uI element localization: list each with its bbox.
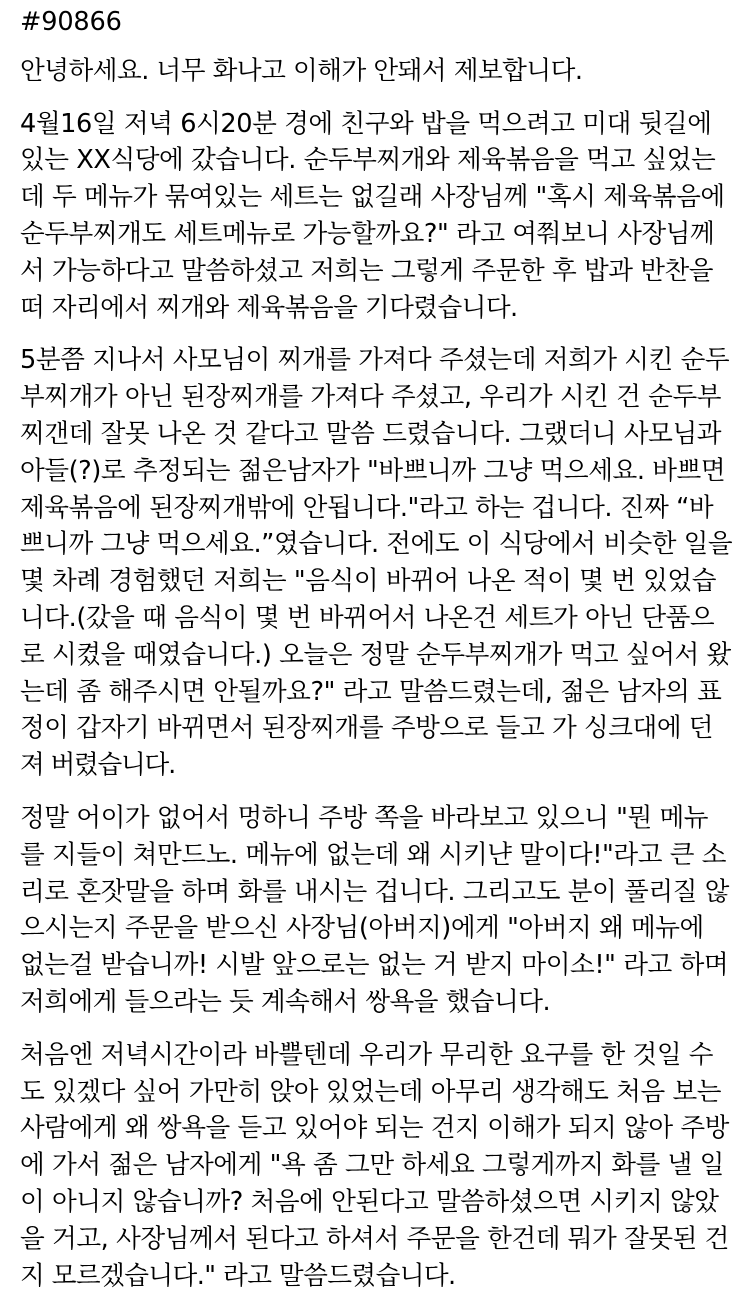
post-paragraph (20, 1037, 740, 1295)
post-line: 정이 갑자기 바뀌면서 된장찌개를 주방으로 들고 가 싱크대에 던 (20, 713, 714, 744)
post-line: 안녕하세요. 너무 화나고 이해가 안돼서 제보합니다. (20, 55, 583, 86)
post-line: 5분쯤 지나서 사모님이 찌개를 가져다 주셨는데 저희가 시킨 순두 (20, 345, 730, 376)
post-id: #90866 (20, 7, 122, 37)
post-line: 순두부찌개도 세트메뉴로 가능할까요?" 라고 여쭤보니 사장님께 (20, 218, 715, 249)
post-line: 제육볶음에 된장찌개밖에 안됩니다."라고 하는 겁니다. 진짜 “바 (20, 492, 714, 523)
post-line: 쁘니까 그냥 먹으세요.”였습니다. 전에도 이 식당에서 비슷한 일을 (20, 529, 733, 560)
post-line: 사람에게 왜 쌍욕을 듣고 있어야 되는 건지 이해가 되지 않아 주방 (20, 1113, 729, 1144)
post-paragraph (20, 800, 740, 1021)
post-line: 있는 XX식당에 갔습니다. 순두부찌개와 제육볶음을 먹고 싶었는 (20, 145, 716, 176)
post-line: 처음엔 저녁시간이라 바쁠텐데 우리가 무리한 요구를 한 것일 수 (20, 1039, 714, 1070)
post-line: 부찌개가 아닌 된장찌개를 가져다 주셨고, 우리가 시킨 건 순두부 (20, 382, 722, 413)
post-paragraph (20, 342, 740, 784)
post-line: 니다.(갔을 때 음식이 몇 번 바뀌어서 나온건 세트가 아닌 단품으 (20, 602, 715, 633)
post-line: 는데 좀 해주시면 안될까요?" 라고 말씀드렸는데, 젊은 남자의 표 (20, 676, 722, 707)
post-line: 에 가서 젊은 남자에게 "욕 좀 그만 하세요 그렇게까지 화를 낼 일 (20, 1150, 724, 1181)
post-line: 를 지들이 쳐만드노. 메뉴에 없는데 왜 시키냔 말이다!"라고 큰 소 (20, 839, 727, 870)
post-line: 데 두 메뉴가 묶여있는 세트는 없길래 사장님께 "혹시 제육볶음에 (20, 182, 725, 213)
post-line: 리로 혼잣말을 하며 화를 내시는 겁니다. 그리고도 분이 풀리질 않 (20, 876, 729, 907)
post-line: 서 가능하다고 말씀하셨고 저희는 그렇게 주문한 후 밥과 반찬을 (20, 255, 714, 286)
post-paragraphs (20, 53, 740, 1295)
post-line: 찌갠데 잘못 나온 것 같다고 말씀 드렸습니다. 그랬더니 사모님과 (20, 418, 722, 449)
post-paragraph (20, 53, 740, 90)
post-line: 없는걸 받습니까! 시발 앞으로는 없는 거 받지 마이소!" 라고 하며 (20, 950, 729, 981)
post-line: 지 모르겠습니다." 라고 말씀드렸습니다. (20, 1260, 456, 1291)
post-line: 도 있겠다 싶어 가만히 앉아 있었는데 아무리 생각해도 처음 보는 (20, 1076, 722, 1107)
post-line: 정말 어이가 없어서 멍하니 주방 쪽을 바라보고 있으니 "뭔 메뉴 (20, 802, 709, 833)
post-line: 져 버렸습니다. (20, 750, 176, 781)
post-line: 저희에게 들으라는 듯 계속해서 쌍욕을 했습니다. (20, 986, 551, 1017)
post-line: 로 시켰을 때였습니다.) 오늘은 정말 순두부찌개가 먹고 싶어서 왔 (20, 639, 731, 670)
post-line: 아들(?)로 추정되는 젊은남자가 "바쁘니까 그냥 먹으세요. 바쁘면 (20, 455, 726, 486)
post-line: 떠 자리에서 찌개와 제육볶음을 기다렸습니다. (20, 292, 518, 323)
post-paragraph (20, 106, 740, 327)
post-line: 으시는지 주문을 받으신 사장님(아버지)에게 "아버지 왜 메뉴에 (20, 913, 704, 944)
post-body (20, 4, 740, 1310)
post-line: 이 아니지 않습니까? 처음에 안된다고 말씀하셨으면 시키지 않았 (20, 1186, 719, 1217)
post-line: 몇 차례 경험했던 저희는 "음식이 바뀌어 나온 적이 몇 번 있었습 (20, 566, 717, 597)
post-line: 을 거고, 사장님께서 된다고 하셔서 주문을 한건데 뭐가 잘못된 건 (20, 1223, 729, 1254)
post-line: 4월16일 저녁 6시20분 경에 친구와 밥을 먹으려고 미대 뒷길에 (20, 108, 712, 139)
